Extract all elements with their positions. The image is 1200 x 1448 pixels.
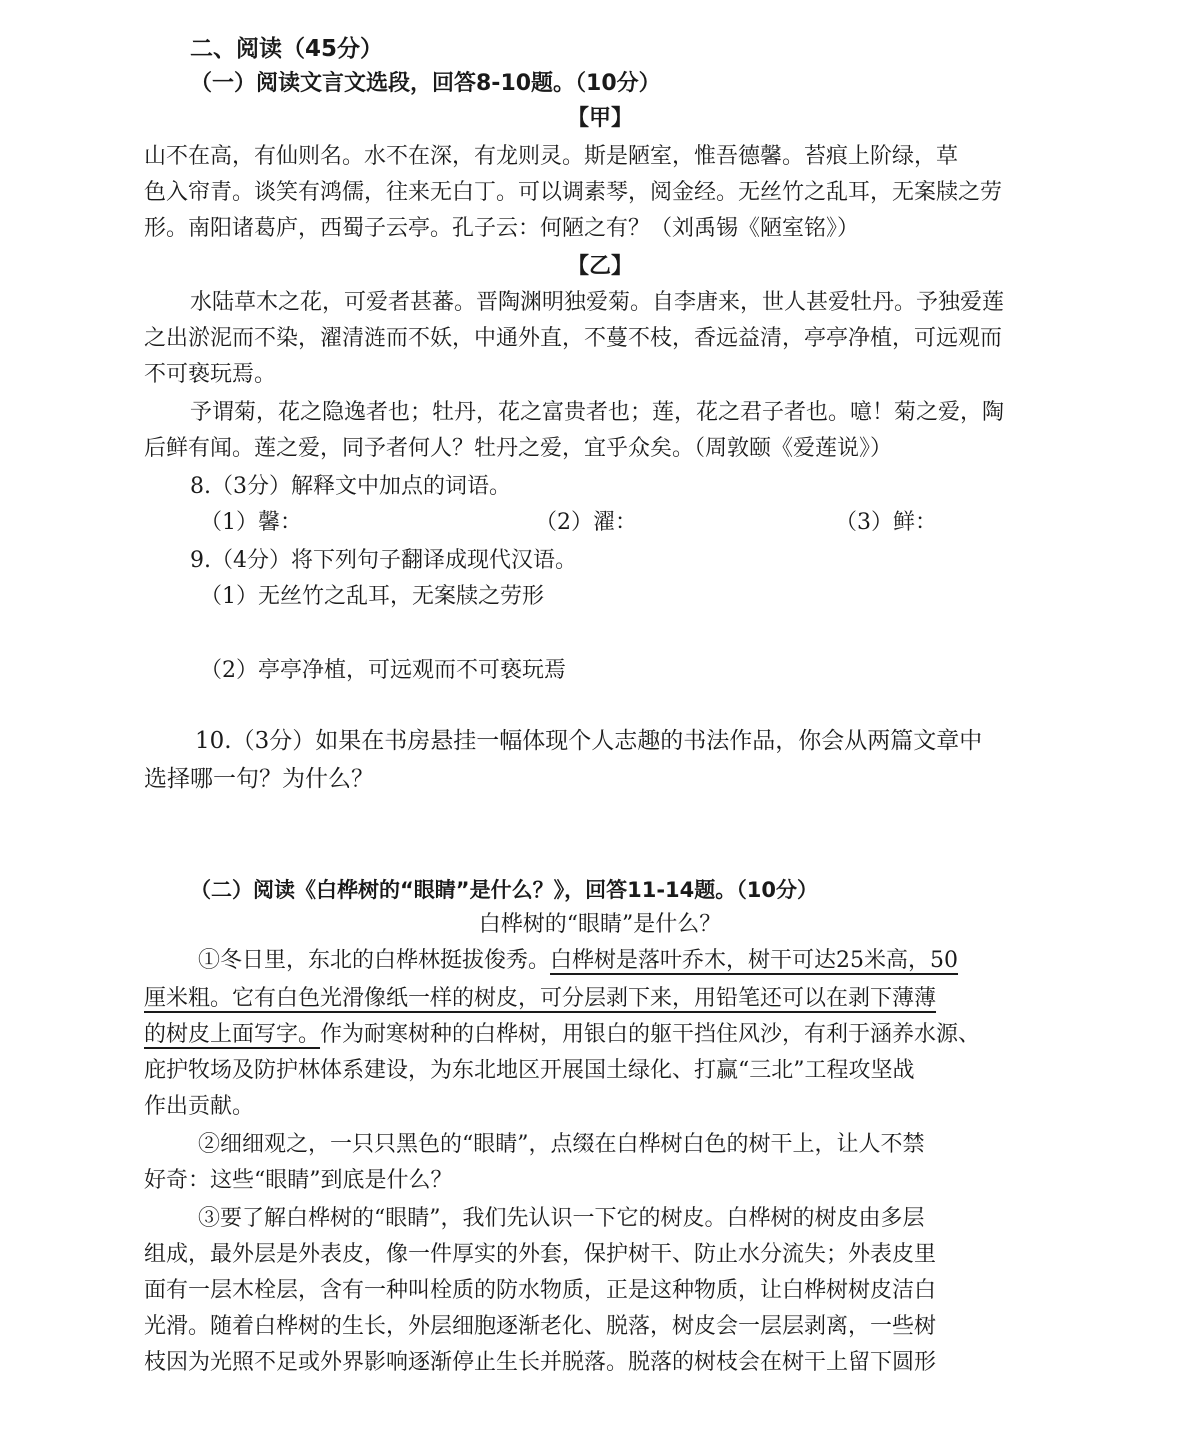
q8-item-1: （1）馨： [200, 510, 302, 535]
jia-line-1: 山不在高，有仙则名。水不在深，有龙则灵。斯是陋室，惟吾德馨。苔痕上阶绿，草 [144, 144, 959, 169]
yi-line-2: 之出淤泥而不染，濯清涟而不妖，中通外直，不蔓不枝，香远益清，亭亭净植，可远观而 [144, 326, 1003, 351]
section-title: 二、阅读（45分） [190, 36, 384, 62]
yi-line-1: 水陆草木之花，可爱者甚蕃。晋陶渊明独爱菊。自李唐来，世人甚爱牡丹。予独爱莲 [190, 290, 1005, 315]
p1-line-2: 厘米粗。它有白色光滑像纸一样的树皮，可分层剥下来，用铅笔还可以在剥下薄薄 [144, 986, 937, 1011]
jia-line-2: 色入帘青。谈笑有鸿儒，往来无白丁。可以调素琴，阅金经。无丝竹之乱耳，无案牍之劳 [144, 180, 1003, 205]
p3-line-4: 光滑。随着白桦树的生长，外层细胞逐渐老化、脱落，树皮会一层层剥离，一些树 [144, 1314, 937, 1339]
p3-line-3: 面有一层木栓层，含有一种叫栓质的防水物质，正是这种物质，让白桦树树皮洁白 [144, 1278, 937, 1303]
question-8: 8.（3分）解释文中加点的词语。 [190, 474, 511, 499]
yi-label: 【乙】 [566, 254, 633, 279]
p2-line-1: ②细细观之，一只只黑色的“眼睛”，点缀在白桦树白色的树干上，让人不禁 [198, 1132, 925, 1157]
p1-line-3 [144, 1024, 980, 1046]
p1-line-1-underlined: 白桦树是落叶乔木，树干可达25米高，50 [550, 948, 959, 973]
p1-line-3-plain: 作为耐寒树种的白桦树，用银白的躯干挡住风沙，有利于涵养水源、 [320, 1022, 981, 1047]
p1-line-4: 庇护牧场及防护林体系建设，为东北地区开展国土绿化、打赢“三北”工程攻坚战 [144, 1058, 915, 1083]
p1-line-5: 作出贡献。 [144, 1094, 255, 1119]
q8-item-3: （3）鲜： [835, 510, 937, 535]
yi-line-3: 不可亵玩焉。 [144, 362, 277, 387]
question-9: 9.（4分）将下列句子翻译成现代汉语。 [190, 548, 577, 573]
p2-line-2: 好奇：这些“眼睛”到底是什么？ [144, 1168, 453, 1193]
q9-item-1: （1）无丝竹之乱耳，无案牍之劳形 [200, 584, 544, 609]
p1-line-1-plain: ①冬日里，东北的白桦林挺拔俊秀。 [198, 948, 551, 973]
question-10-line-1: 10.（3分）如果在书房悬挂一幅体现个人志趣的书法作品，你会从两篇文章中 [195, 728, 983, 754]
jia-label: 【甲】 [566, 106, 633, 131]
p3-line-2: 组成，最外层是外表皮，像一件厚实的外套，保护树干、防止水分流失；外表皮里 [144, 1242, 937, 1267]
part1-heading: （一）阅读文言文选段，回答8-10题。（10分） [190, 71, 661, 96]
p1-line-1 [198, 950, 958, 972]
article-title: 白桦树的“眼睛”是什么？ [478, 912, 722, 937]
q9-item-2: （2）亭亭净植，可远观而不可亵玩焉 [200, 658, 566, 683]
p1-line-3-underlined: 的树皮上面写字。 [144, 1022, 321, 1047]
yi-line-4: 予谓菊，花之隐逸者也；牡丹，花之富贵者也；莲，花之君子者也。噫！菊之爱，陶 [190, 400, 1005, 425]
jia-line-3: 形。南阳诸葛庐，西蜀子云亭。孔子云：何陋之有？（刘禹锡《陋室铭》） [144, 216, 860, 241]
p3-line-1: ③要了解白桦树的“眼睛”，我们先认识一下它的树皮。白桦树的树皮由多层 [198, 1206, 925, 1231]
question-10-line-2: 选择哪一句？为什么？ [144, 766, 374, 792]
q8-item-2: （2）濯： [535, 510, 637, 535]
part2-heading: （二）阅读《白桦树的“眼睛”是什么？》，回答11-14题。（10分） [190, 878, 818, 902]
p3-line-5: 枝因为光照不足或外界影响逐渐停止生长并脱落。脱落的树枝会在树干上留下圆形 [144, 1350, 937, 1375]
yi-line-5: 后鲜有闻。莲之爱，同予者何人？牡丹之爱，宜乎众矣。（周敦颐《爱莲说》） [144, 436, 893, 461]
